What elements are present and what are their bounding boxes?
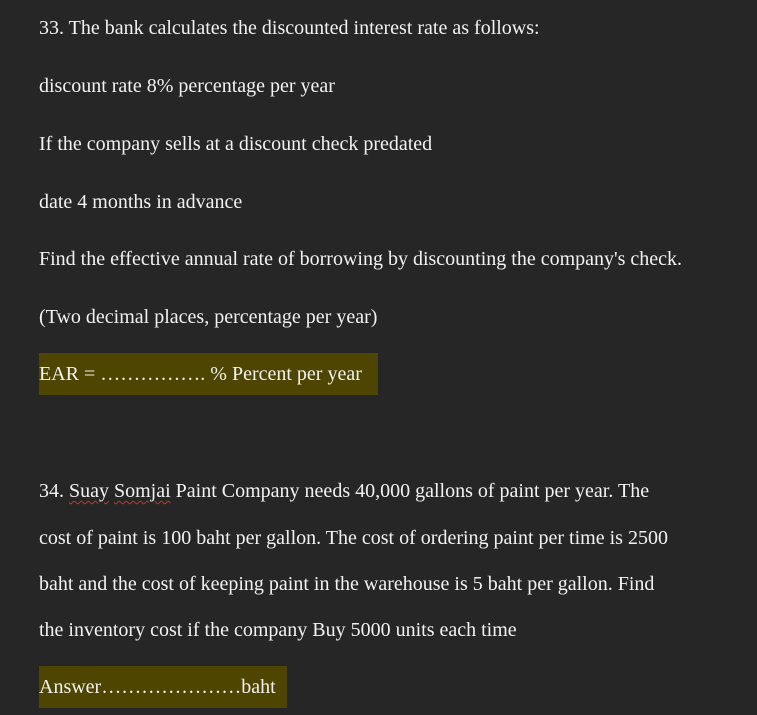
q33-answer-text: EAR = ……………. % Percent per year (39, 363, 362, 385)
q34-line-1-text: Paint Company needs 40,000 gallons of paint per year. The (175, 480, 650, 502)
spellcheck-word[interactable]: Suay (69, 480, 109, 502)
q34-line-4: the inventory cost if the company Buy 5000 units each time (39, 619, 517, 641)
q34-line-2: cost of paint is 100 baht per gallon. The cost of ordering paint per time is 2500 (39, 527, 668, 549)
spellcheck-word[interactable]: Somjai (114, 480, 171, 502)
q33-condition: If the company sells at a discount check predated (39, 133, 433, 155)
q33-rate: discount rate 8% percentage per year (39, 75, 335, 97)
q33-note: (Two decimal places, percentage per year) (39, 306, 378, 328)
q33-answer-field[interactable] (39, 353, 378, 395)
q34-line-3: baht and the cost of keeping paint in the warehouse is 5 baht per gallon. Find (39, 573, 655, 595)
q34-answer-text: Answer…………………baht (39, 676, 276, 698)
q34-line-1 (39, 479, 649, 503)
q33-title: 33. The bank calculates the discounted interest rate as follows: (39, 17, 540, 39)
q33-task: Find the effective annual rate of borrowing by discounting the company's check. (39, 248, 683, 270)
q33-date: date 4 months in advance (39, 191, 243, 213)
q34-number: 34. (39, 480, 64, 502)
q34-answer-field[interactable] (39, 666, 287, 708)
